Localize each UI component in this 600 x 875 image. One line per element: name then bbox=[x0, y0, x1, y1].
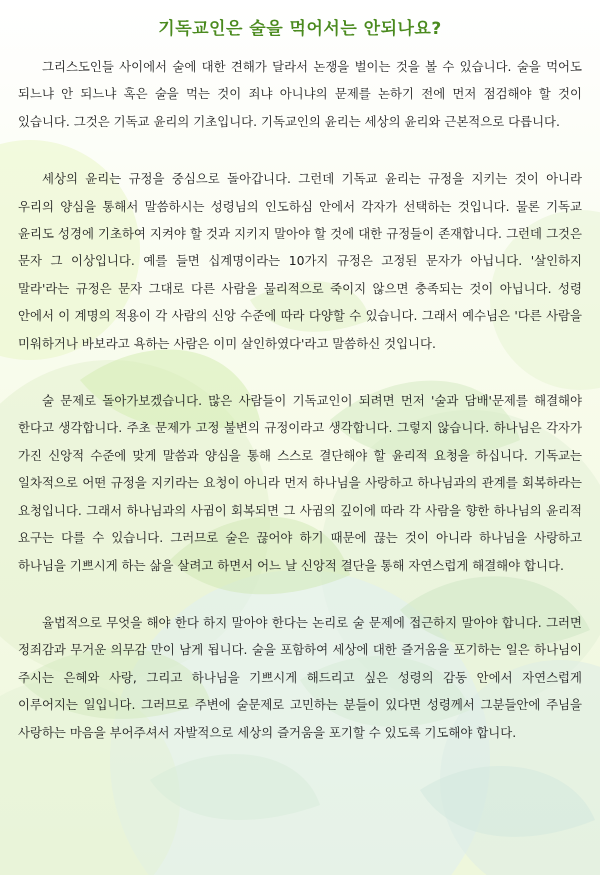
paragraph-2: 세상의 윤리는 규정을 중심으로 돌아갑니다. 그런데 기독교 윤리는 규정을 지키는 것이 아니라 우리의 양심을 통해서 말씀하시는 성령님의 인도하심 안에서 각자가 선택하는 것입니다. 물론 기독교 윤리도 성경에 기초하여 지켜야 할 것과 지키지 말아야 할 것에 대한 규정들이 존재합니다. 그런데 그것은 문자 그 이상입니다. 예를 들면 십계명이라는 10가지 규정은 고정된 문자가 아닙니다. '살인하지 말라'라는 규정은 문자 그대로 다른 사람을 물리적으로 죽이지 않으면 충족되는 것이 아닙니다. 성령 안에서 이 계명의 적용이 각 사람의 신앙 수준에 따라 다양할 수 있습니다. 그래서 예수님은 '다른 사람을 미워하거나 바보라고 욕하는 사람은 이미 살인하였다'라고 말씀하신 것입니다. bbox=[18, 171, 582, 351]
paragraph-3: 술 문제로 돌아가보겠습니다. 많은 사람들이 기독교인이 되려면 먼저 '술과 담배'문제를 해결해야 한다고 생각합니다. 주초 문제가 고정 불변의 규정이라고 생각합니다. 그렇지 않습니다. 하나님은 각자가 가진 신앙적 수준에 맞게 말씀과 양심을 통해 스스로 결단해야 할 윤리적 요청을 하십니다. 기독교는 일차적으로 어떤 규정을 지키라는 요청이 아니라 먼저 하나님을 사랑하고 하나님과의 관계를 회복하라는 요청입니다. 그래서 하나님과의 사귐이 회복되면 그 사귐의 깊이에 따라 각 사람을 향한 하나님의 윤리적 요구는 다를 수 있습니다. 그러므로 술은 끊어야 하기 때문에 끊는 것이 아니라 하나님을 사랑하고 하나님을 기쁘시게 하는 삶을 살려고 하면서 어느 날 신앙적 결단을 통해 자연스럽게 해결해야 합니다. bbox=[18, 393, 582, 573]
paragraph-1: 그리스도인들 사이에서 술에 대한 견해가 달라서 논쟁을 벌이는 것을 볼 수 있습니다. 술을 먹어도 되느냐 안 되느냐 혹은 술을 먹는 것이 죄냐 아니냐의 문제를 논하기 전에 먼저 점검해야 할 것이 있습니다. 그것은 기독교 윤리의 기초입니다. 기독교인의 윤리는 세상의 윤리와 근본적으로 다릅니다. bbox=[18, 59, 582, 129]
document-title: 기독교인은 술을 먹어서는 안되나요? bbox=[158, 19, 442, 39]
paragraph-4: 율법적으로 무엇을 해야 한다 하지 말아야 한다는 논리로 술 문제에 접근하지 말아야 합니다. 그러면 정죄감과 무거운 의무감 만이 남게 됩니다. 술을 포함하여 세상에 대한 즐거움을 포기하는 일은 하나님이 주시는 은혜와 사랑, 그리고 하나님을 기쁘시게 해드리고 싶은 성령의 감동 안에서 자연스럽게 이루어지는 일입니다. 그러므로 주변에 술문제로 고민하는 분들이 있다면 성령께서 그분들안에 주님을 사랑하는 마음을 부어주셔서 자발적으로 세상의 즐거움을 포기할 수 있도록 기도해야 합니다. bbox=[18, 614, 582, 740]
